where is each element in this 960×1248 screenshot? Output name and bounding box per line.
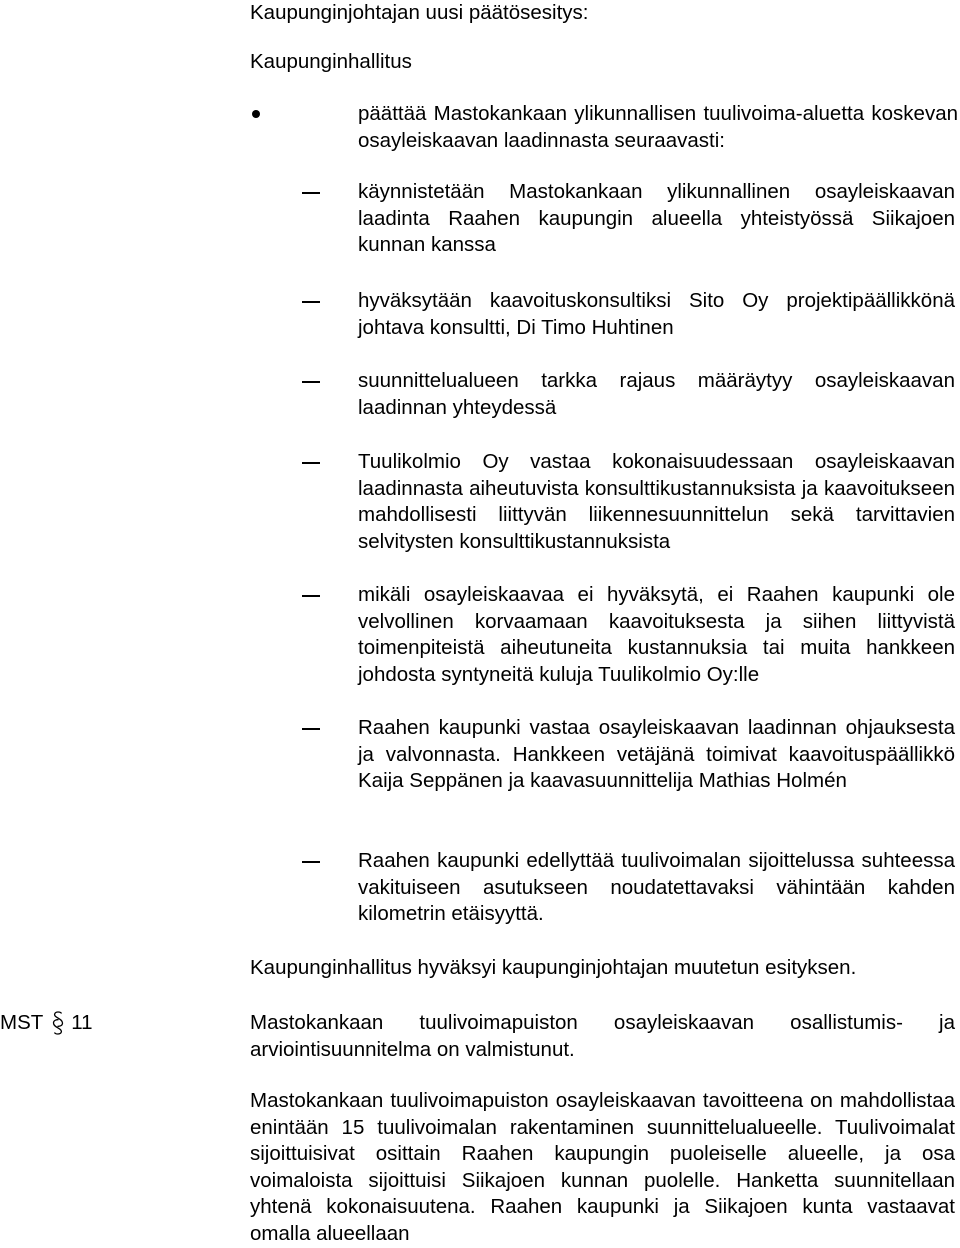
closing-statement: Kaupunginhallitus hyväksyi kaupunginjohtajan muutetun esityksen. — [250, 956, 857, 979]
list-item-text: käynnistetään Mastokankaan ylikunnallinen osayleiskaavan laadinta Raahen kaupungin alueella yhteistyössä Siikajoen kunnan kanssa — [358, 180, 955, 256]
section-body: Mastokankaan tuulivoimapuiston osayleiskaavan tavoitteena on mahdollistaa enintään 15 tuulivoimalan rakentaminen suunnittelualueelle. Tuulivoimalat sijoittuisivat osittain Raahen kaupungin puoleiselle alueelle, ja osa voimaloista sijoittuisi Siikajoen kunnan puolelle. Hanketta suunnitellaan yhtenä kokonaisuutena. Raahen kaupunki ja Siikajoen kunta vastaavat omalla alueellaan — [250, 1089, 955, 1245]
list-item-text: suunnittelualueen tarkka rajaus määräytyy osayleiskaavan laadinnan yhteydessä — [358, 369, 955, 419]
dash-icon — [302, 301, 320, 303]
section-title: Mastokankaan tuulivoimapuiston osayleiskaavan osallistumis- ja arviointisuunnitelma on valmistunut. — [250, 1011, 955, 1061]
list-item-text: Raahen kaupunki vastaa osayleiskaavan laadinnan ohjauksesta ja valvonnasta. Hankkeen vetäjänä toimivat kaavoituspäällikkö Kaija Seppänen ja kaavasuunnittelija Mathias Holmén — [358, 716, 955, 792]
section-label: MST — [0, 1011, 44, 1034]
list-item-text: Raahen kaupunki edellyttää tuulivoimalan sijoittelussa suhteessa vakituiseen asutukseen noudatettavaksi vähintään kahden kilometrin etäisyyttä. — [358, 849, 955, 925]
dash-icon — [302, 595, 320, 597]
bullet-icon — [252, 110, 260, 118]
dash-icon — [302, 861, 320, 863]
list-item-text: mikäli osayleiskaavaa ei hyväksytä, ei Raahen kaupunki ole velvollinen korvaamaan kaavoituksesta ja siihen liittyvistä toimenpiteistä aiheutuneita kustannuksia tai muita hankkeen johdosta syntyneitä kuluja Tuulikolmio Oy:lle — [358, 583, 955, 686]
list-item-text: hyväksytään kaavoituskonsultiksi Sito Oy projektipäällikkönä johtava konsultti, Di Timo Huhtinen — [358, 289, 955, 339]
dash-icon — [302, 462, 320, 464]
dash-icon — [302, 381, 320, 383]
organ-name: Kaupunginhallitus — [250, 50, 412, 73]
section-number: 11 — [71, 1011, 93, 1034]
dash-icon — [302, 192, 320, 194]
list-item-text: Tuulikolmio Oy vastaa kokonaisuudessaan osayleiskaavan laadinnasta aiheutuvista konsulttikustannuksista ja kaavoitukseen mahdollisesti liittyvän liikennesuunnittelun sekä tarvittavien selvitysten konsulttikustannuksista — [358, 450, 955, 553]
section-sign-icon — [51, 1010, 65, 1036]
decision-heading: Kaupunginjohtajan uusi päätösesitys: — [250, 1, 589, 24]
dash-icon — [302, 728, 320, 730]
section-marker — [0, 1010, 93, 1037]
bullet-text: päättää Mastokankaan ylikunnallisen tuulivoima-aluetta koskevan osayleiskaavan laadinnasta seuraavasti: — [358, 102, 958, 152]
